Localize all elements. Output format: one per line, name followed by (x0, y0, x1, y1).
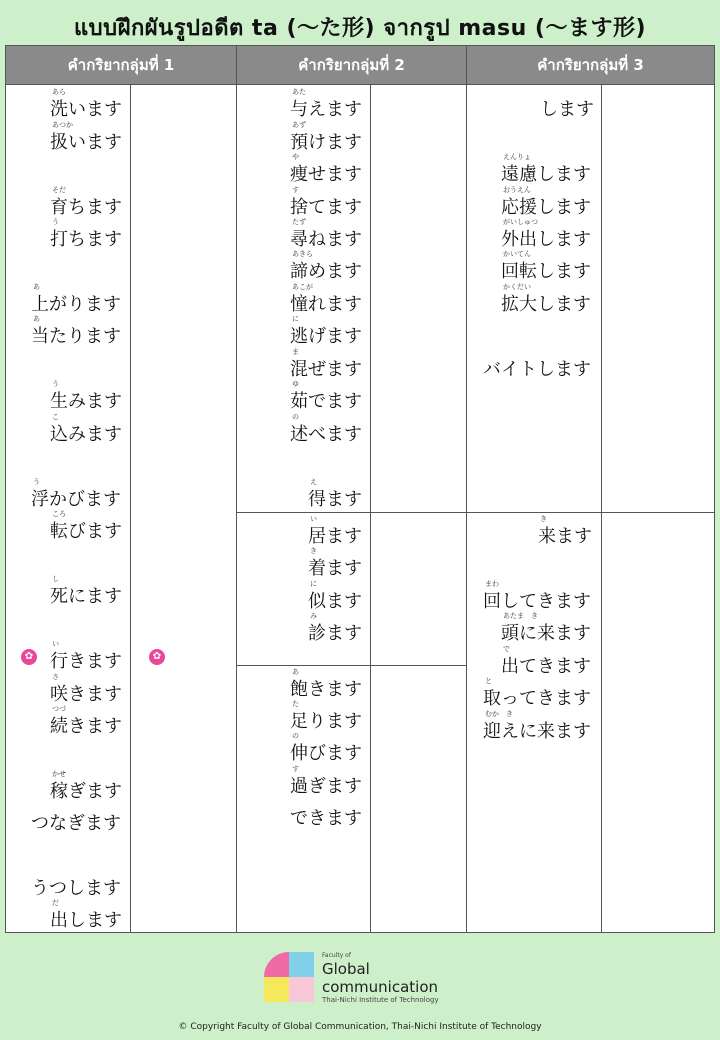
verb-text: 続きます (50, 716, 122, 737)
copyright-text: © Copyright Faculty of Global Communication, Thai-Nichi Institute of Technology (178, 1022, 542, 1032)
group3-verb (501, 612, 591, 644)
group1-verb (31, 478, 121, 510)
verb-text: 痩せます (290, 164, 362, 185)
verb-text: 咲きます (50, 684, 122, 705)
group1-verb (50, 510, 122, 542)
furigana: あたま き (503, 612, 538, 620)
group2-verb (290, 283, 362, 315)
group2-verb (290, 250, 362, 282)
verb-text: 伸びます (290, 743, 362, 764)
verb-text: 回転します (501, 261, 591, 282)
verb-text: 上がります (31, 294, 121, 315)
furigana: かせ (52, 770, 66, 778)
furigana: あた (292, 88, 306, 96)
group3-verb (501, 250, 591, 282)
group1-verb (31, 867, 121, 899)
logo-communication-text: communication (322, 978, 439, 996)
furigana: だ (52, 899, 59, 907)
furigana: そだ (52, 186, 66, 194)
group1-verb (50, 575, 122, 607)
page-title: แบบฝึกผันรูปอดีต ta (〜た形) จากรูป masu (〜ます形) (73, 16, 647, 41)
verb-text: 出てきます (501, 656, 591, 677)
furigana: あず (292, 121, 306, 129)
group2-verb (290, 700, 362, 732)
furigana: に (310, 580, 317, 588)
verb-text: 述べます (290, 424, 362, 445)
furigana: に (292, 315, 299, 323)
group2-verb (290, 186, 362, 218)
verb-table (5, 45, 715, 933)
verb-text: 生みます (50, 391, 122, 412)
header-group-2: คำกริยากลุ่มที่ 2 (237, 46, 467, 85)
furigana: おうえん (503, 186, 531, 194)
furigana: つづ (52, 705, 66, 713)
furigana: う (52, 218, 59, 226)
furigana: と (485, 677, 492, 685)
faculty-logo (262, 950, 462, 1010)
group3-verb (501, 645, 591, 677)
group3-verb (483, 677, 591, 709)
verb-text: 似ます (308, 591, 362, 612)
group2-verb (308, 547, 362, 579)
group2-verb (290, 732, 362, 764)
column-divider (601, 85, 602, 932)
group2-verb (290, 765, 362, 797)
group2-verb (290, 668, 362, 700)
group1-verb (50, 88, 122, 120)
verb-text: 出します (50, 910, 122, 931)
furigana: あら (52, 88, 66, 96)
column-divider (130, 85, 131, 932)
furigana: がいしゅつ (503, 218, 538, 226)
verb-text: 茹でます (290, 391, 362, 412)
group3-verb (501, 186, 591, 218)
furigana: まわ (485, 580, 499, 588)
verb-text: 育ちます (50, 197, 122, 218)
header-group-1: คำกริยากลุ่มที่ 1 (6, 46, 237, 85)
group2-verb (308, 478, 362, 510)
furigana: え (310, 478, 317, 486)
group3-verb (483, 348, 591, 380)
furigana: あきら (292, 250, 313, 258)
furigana: い (310, 515, 317, 523)
furigana: かくだい (503, 283, 531, 291)
verb-text: 飽きます (290, 679, 362, 700)
furigana: の (292, 413, 299, 421)
group1-verb (50, 380, 122, 412)
verb-text: つなぎます (31, 813, 121, 834)
column-divider (370, 85, 371, 932)
verb-text: 遠慮します (501, 164, 591, 185)
verb-text: 迎えに来ます (483, 721, 591, 742)
group1-verb (50, 413, 122, 445)
group1-verb (50, 640, 122, 672)
verb-text: できます (290, 808, 362, 829)
verb-text: 拡大します (501, 294, 591, 315)
verb-text: 着ます (308, 558, 362, 579)
furigana: み (310, 612, 317, 620)
furigana: う (52, 380, 59, 388)
furigana: あ (33, 283, 40, 291)
verb-text: 居ます (308, 526, 362, 547)
verb-text: 頭に来ます (501, 623, 591, 644)
star-icon: ✿ (149, 649, 165, 665)
furigana: ま (292, 348, 299, 356)
verb-text: 当たります (31, 326, 121, 347)
furigana: たず (292, 218, 306, 226)
group2-verb (290, 218, 362, 250)
furigana: い (52, 640, 59, 648)
group1-verb (50, 770, 122, 802)
group1-verb (50, 705, 122, 737)
verb-text: 込みます (50, 424, 122, 445)
verb-text: 死にます (50, 586, 122, 607)
furigana: す (292, 765, 299, 773)
furigana: むか き (485, 710, 513, 718)
group3-verb (501, 153, 591, 185)
furigana: あつか (52, 121, 73, 129)
furigana: た (292, 700, 299, 708)
verb-text: 応援します (501, 197, 591, 218)
row-divider (236, 512, 714, 513)
verb-text: 診ます (308, 623, 362, 644)
furigana: や (292, 153, 299, 161)
group2-verb (290, 88, 362, 120)
verb-text: 稼ぎます (50, 781, 122, 802)
furigana: き (540, 515, 547, 523)
furigana: えんりょ (503, 153, 531, 161)
group1-verb (50, 218, 122, 250)
furigana: あ (292, 668, 299, 676)
verb-text: します (540, 99, 594, 120)
verb-text: 預けます (290, 132, 362, 153)
furigana: あこが (292, 283, 313, 291)
verb-text: 転びます (50, 521, 122, 542)
verb-text: 来ます (538, 526, 592, 547)
furigana: で (503, 645, 510, 653)
group2-verb (290, 121, 362, 153)
verb-text: 尋ねます (290, 229, 362, 250)
header-group-3: คำกริยากลุ่มที่ 3 (467, 46, 714, 85)
row-divider (236, 665, 466, 666)
furigana: き (310, 547, 317, 555)
verb-text: うつします (31, 878, 121, 899)
group3-verb (501, 283, 591, 315)
furigana: あ (33, 315, 40, 323)
column-divider (466, 85, 467, 932)
group1-verb (50, 186, 122, 218)
furigana: さ (52, 673, 59, 681)
verb-text: 得ます (308, 489, 362, 510)
verb-text: 扱います (50, 132, 122, 153)
verb-text: 浮かびます (31, 489, 121, 510)
furigana: ゆ (292, 380, 299, 388)
verb-text: 打ちます (50, 229, 122, 250)
group2-verb (290, 380, 362, 412)
group3-verb (540, 88, 594, 120)
logo-mark-icon (262, 950, 316, 1004)
star-icon: ✿ (21, 649, 37, 665)
verb-text: 足ります (290, 711, 362, 732)
group2-verb (290, 348, 362, 380)
verb-text: 混ぜます (290, 359, 362, 380)
verb-text: 憧れます (290, 294, 362, 315)
group2-verb (290, 315, 362, 347)
furigana: し (52, 575, 59, 583)
verb-text: 回してきます (483, 591, 591, 612)
furigana: こ (52, 413, 59, 421)
verb-text: 過ぎます (290, 776, 362, 797)
group1-verb (50, 121, 122, 153)
verb-text: 捨てます (290, 197, 362, 218)
group3-verb (501, 218, 591, 250)
group3-verb (538, 515, 592, 547)
group2-verb (308, 515, 362, 547)
group1-verb (50, 673, 122, 705)
verb-text: 与えます (290, 99, 362, 120)
group2-verb (290, 413, 362, 445)
furigana: す (292, 186, 299, 194)
group2-verb (290, 797, 362, 829)
group1-verb (31, 802, 121, 834)
verb-text: 行きます (50, 651, 122, 672)
column-divider (236, 85, 237, 932)
verb-text: 諦めます (290, 261, 362, 282)
group1-verb (31, 283, 121, 315)
group3-verb (483, 710, 591, 742)
logo-faculty-text: Faculty of (322, 952, 351, 959)
group1-verb (50, 899, 122, 931)
group2-verb (308, 612, 362, 644)
logo-institute-text: Thai-Nichi Institute of Technology (322, 996, 439, 1004)
group2-verb (308, 580, 362, 612)
verb-text: 外出します (501, 229, 591, 250)
verb-text: 取ってきます (483, 688, 591, 709)
furigana: の (292, 732, 299, 740)
group1-verb (31, 315, 121, 347)
furigana: う (33, 478, 40, 486)
group3-verb (483, 580, 591, 612)
verb-text: 逃げます (290, 326, 362, 347)
group2-verb (290, 153, 362, 185)
furigana: かいてん (503, 250, 531, 258)
verb-text: 洗います (50, 99, 122, 120)
furigana: ころ (52, 510, 66, 518)
verb-text: バイトします (483, 359, 591, 380)
logo-global-text: Global (322, 960, 370, 978)
